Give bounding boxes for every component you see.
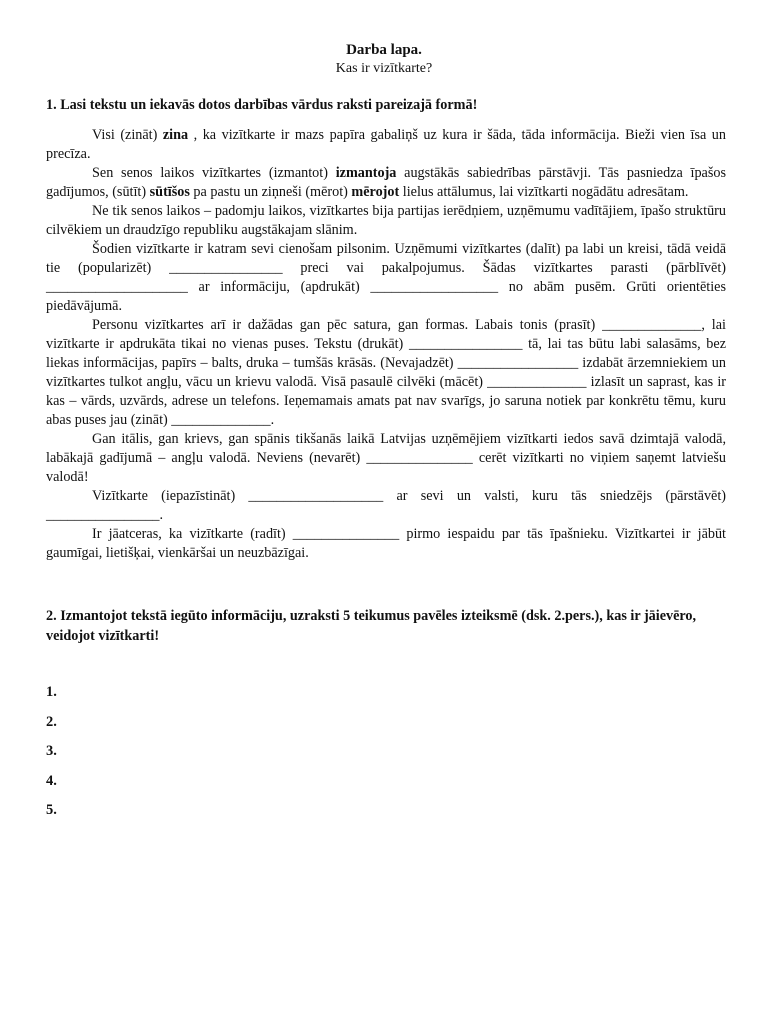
text-run: , ka vizītkarte ir mazs papīra gabaliņš uz kura ir šāda, tāda informācija. Bieži vien īsa un precīza. bbox=[46, 127, 726, 162]
filled-answer: mērojot bbox=[351, 184, 400, 200]
text-run: Sen senos laikos vizītkartes (izmantot) bbox=[92, 165, 336, 181]
paragraph-6 bbox=[46, 430, 726, 487]
paragraph-2 bbox=[46, 164, 726, 202]
page-subtitle: Kas ir vizītkarte? bbox=[335, 61, 433, 76]
reading-text bbox=[46, 126, 726, 563]
text-run: pa pastu un ziņneši (mērot) bbox=[189, 184, 352, 200]
answer-list bbox=[46, 682, 57, 830]
text-run: Ne tik senos laikos – padomju laikos, vizītkartes bija partijas ierēdņiem, uzņēmumu vadītājiem, īpašo struktūru cilvēkiem un draudzīgo republiku augstākajam slānim. bbox=[46, 203, 726, 238]
filled-answer: zina bbox=[162, 127, 189, 143]
text-run: Visi (zināt) bbox=[92, 127, 163, 143]
text-run: Personu vizītkartes arī ir dažādas gan pēc satura, gan formas. Labais tonis (prasīt) ______________, lai vizītkarte ir apdrukāta tikai no vienas puses. Tekstu (drukāt) ________________ tā, lai tas būtu labi salasāms, bez liekas informācijas, papīrs – balts, druka – tumšās krāsās. (Nevajadzēt) _________________ izdabāt ārzemniekiem un vizītkartes tulkot angļu, vācu un krievu valodā. Visā pasaulē cilvēki (mācēt) ______________ izlasīt un saprast, kas ir kas – vārds, uzvārds, adrese un telefons. Ieņemamais amats pat nav svarīgs, jo saruna notiek par konkrētu tēmu, kuru abas puses jau (zināt) ______________. bbox=[46, 317, 726, 428]
text-run: Ir jāatceras, ka vizītkarte (radīt) _______________ pirmo iespaidu par tās īpašnieku. Vizītkartei ir jābūt gaumīgai, lietišķai, vienkāršai un neuzbāzīgai. bbox=[46, 526, 726, 561]
answer-line-1: 1. bbox=[46, 684, 57, 700]
task-1-heading: 1. Lasi tekstu un iekavās dotos darbības vārdus raksti pareizajā formā! bbox=[46, 97, 478, 113]
answer-line-3: 3. bbox=[46, 743, 57, 759]
paragraph-8 bbox=[46, 525, 726, 563]
text-run: lielus attālumus, lai vizītkarti nogādātu adresātam. bbox=[399, 184, 689, 200]
answer-line-4: 4. bbox=[46, 772, 57, 789]
page-title: Darba lapa. bbox=[346, 42, 422, 58]
paragraph-3 bbox=[46, 202, 726, 240]
text-run: Vizītkarte (iepazīstināt) ___________________ ar sevi un valsti, kuru tās sniedzējs (pārstāvēt) ________________. bbox=[46, 488, 726, 523]
text-run: Gan itālis, gan krievs, gan spānis tikšanās laikā Latvijas uzņēmējiem vizītkarti iedos savā dzimtajā valodā, labākajā gadījumā – angļu valodā. Neviens (nevarēt) _______________ cerēt vizītkarti no viņiem saņemt latviešu valodā! bbox=[46, 431, 726, 485]
answer-line-5: 5. bbox=[46, 802, 57, 818]
paragraph-4 bbox=[46, 240, 726, 316]
paragraph-5 bbox=[46, 316, 726, 430]
filled-answer: sūtīšos bbox=[149, 184, 190, 200]
paragraph-7 bbox=[46, 487, 726, 525]
text-run: Šodien vizītkarte ir katram sevi cienošam pilsonim. Uzņēmumi vizītkartes (dalīt) pa labi un kreisi, tādā veidā tie (popularizēt) ________________ preci vai pakalpojumus. Šādas vizītkartes parasti (pārblīvēt) ____________________ ar informāciju, (apdrukāt) __________________ no abām pusēm. Grūti orientēties piedāvājumā. bbox=[46, 241, 726, 314]
text-run: augstākās sabiedrības pārstāvji. Tās pasniedza īpašos gadījumos, (sūtīt) bbox=[46, 165, 726, 200]
paragraph-1 bbox=[46, 126, 726, 164]
answer-line-2: 2. bbox=[46, 713, 57, 730]
task-2-heading: 2. Izmantojot tekstā iegūto informāciju, uzraksti 5 teikumus pavēles izteiksmē (dsk. 2.pers.), kas ir jāievēro, veidojot vizītkarti! bbox=[46, 608, 697, 644]
filled-answer: izmantoja bbox=[335, 165, 397, 181]
